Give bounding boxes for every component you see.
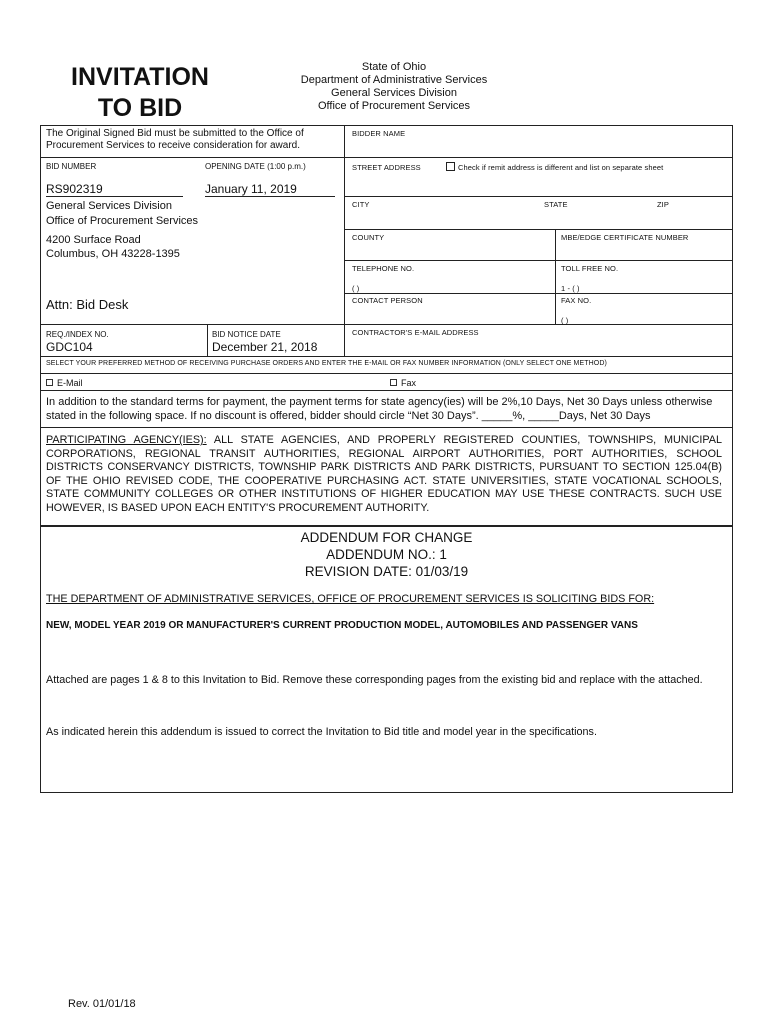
bid-subject: NEW, MODEL YEAR 2019 OR MANUFACTURER'S CURRENT PRODUCTION MODEL, AUTOMOBILES AND PASSENGER VANS	[46, 620, 638, 631]
bid-notice-date: December 21, 2018	[212, 340, 318, 354]
addendum-line-1: ADDENDUM FOR CHANGE	[300, 530, 473, 545]
bid-notice-date-label: BID NOTICE DATE	[212, 330, 281, 339]
remit-checkbox-label: Check if remit address is different and list on separate sheet	[458, 163, 664, 172]
street-line-1: 4200 Surface Road	[46, 234, 141, 246]
mbe-label: MBE/EDGE CERTIFICATE NUMBER	[561, 233, 689, 242]
addendum-paragraph-2: As indicated herein this addendum is issued to correct the Invitation to Bid title and model year in the specifications.	[46, 726, 597, 738]
fax-checkbox[interactable]	[390, 379, 397, 386]
title-line-1: INVITATION	[71, 63, 209, 91]
addendum-paragraph-1: Attached are pages 1 & 8 to this Invitation to Bid. Remove these corresponding pages from the existing bid and replace with the attached.	[46, 674, 703, 686]
bid-number: RS902319	[46, 182, 103, 196]
state-label: STATE	[544, 200, 568, 209]
agency-line-4: Office of Procurement Services	[317, 100, 471, 112]
contact-person-label: CONTACT PERSON	[352, 296, 423, 305]
fax-option[interactable]	[390, 378, 416, 388]
attn-bid-desk: Attn: Bid Desk	[46, 297, 129, 312]
remit-checkbox-box[interactable]	[446, 162, 455, 171]
city-label: CITY	[352, 200, 370, 209]
telephone-value: ( )	[352, 284, 360, 293]
fax-no-label: FAX NO.	[561, 296, 592, 305]
toll-free-value: 1 - ( )	[561, 284, 580, 293]
opening-date: January 11, 2019	[205, 182, 297, 196]
street-address-label: STREET ADDRESS	[352, 163, 421, 172]
toll-free-label: TOLL FREE NO.	[561, 264, 619, 273]
bidder-name-label: BIDDER NAME	[352, 129, 406, 138]
email-option-label: E-Mail	[57, 378, 83, 388]
revision-footer: Rev. 01/01/18	[68, 998, 136, 1010]
participating-agencies	[46, 434, 722, 515]
title	[40, 62, 240, 124]
agency-block	[274, 61, 514, 113]
submission-notice: The Original Signed Bid must be submitted to the Office of Procurement Services to receive consideration for award.	[46, 128, 304, 151]
telephone-label: TELEPHONE NO.	[352, 264, 415, 273]
email-checkbox[interactable]	[46, 379, 53, 386]
method-instruction: SELECT YOUR PREFERRED METHOD OF RECEIVING PURCHASE ORDERS AND ENTER THE E-MAIL OR FAX NUMBER INFORMATION (ONLY SELECT ONE METHOD)	[46, 360, 607, 367]
opening-date-label: OPENING DATE (1:00 p.m.)	[205, 162, 306, 171]
address-line-2: Office of Procurement Services	[46, 215, 199, 227]
payment-terms: In addition to the standard terms for payment, the payment terms for state agency(ies) will be 2%,10 Days, Net 30 Days unless otherwise stated in the following space. If no discount is offered, bidder should circle “Net 30 Days”. _____%, _____Days, Net 30 Days	[46, 396, 713, 422]
email-address-label: CONTRACTOR'S E-MAIL ADDRESS	[352, 328, 479, 337]
email-option[interactable]	[46, 378, 83, 388]
fax-option-label: Fax	[401, 378, 417, 388]
addendum-line-3: REVISION DATE: 01/03/19	[304, 564, 469, 579]
title-line-2: TO BID	[97, 94, 183, 122]
req-index-value: GDC104	[46, 340, 93, 354]
fax-no-value: ( )	[561, 316, 569, 325]
addendum-line-2: ADDENDUM NO.: 1	[326, 547, 447, 562]
participating-label: PARTICIPATING AGENCY(IES):	[46, 434, 207, 446]
county-label: COUNTY	[352, 233, 385, 242]
req-index-label: REQ./INDEX NO.	[46, 330, 109, 339]
zip-label: ZIP	[657, 200, 669, 209]
bid-number-label: BID NUMBER	[46, 162, 97, 171]
addendum-header	[40, 529, 733, 580]
soliciting-notice: THE DEPARTMENT OF ADMINISTRATIVE SERVICES, OFFICE OF PROCUREMENT SERVICES IS SOLICITING BIDS FOR:	[46, 593, 655, 605]
participating-text: ALL STATE AGENCIES, AND PROPERLY REGISTERED COUNTIES, TOWNSHIPS, MUNICIPAL CORPORATIONS, REGIONAL TRANSIT AUTHORITIES, REGIONAL AIRPORT AUTHORITIES, PORT AUTHORITIES, SCHOOL DISTRICTS CONSERVANCY DISTRICTS, TOWNSHIP PARK DISTRICTS AND PARK DISTRICTS, PURSUANT TO SECTION 125.04(B) OF THE OHIO REVISED CODE, THE COOPERATIVE PURCHASING ACT. STATE UNIVERSITIES, STATE VOCATIONAL SCHOOLS, STATE COMMUNITY COLLEGES OR OTHER INSTITUTIONS OF HIGHER EDUCATION MAY USE THESE CONTRACTS. SUCH USE HOWEVER, IS BASED UPON EACH ENTITY'S PROCUREMENT AUTHORITY.	[46, 434, 723, 514]
address-line-1: General Services Division	[46, 200, 172, 212]
remit-address-checkbox[interactable]	[446, 162, 663, 172]
street-line-2: Columbus, OH 43228-1395	[46, 248, 180, 260]
agency-line-3: General Services Division	[331, 87, 457, 99]
agency-line-1: State of Ohio	[361, 61, 427, 73]
agency-line-2: Department of Administrative Services	[300, 74, 488, 86]
